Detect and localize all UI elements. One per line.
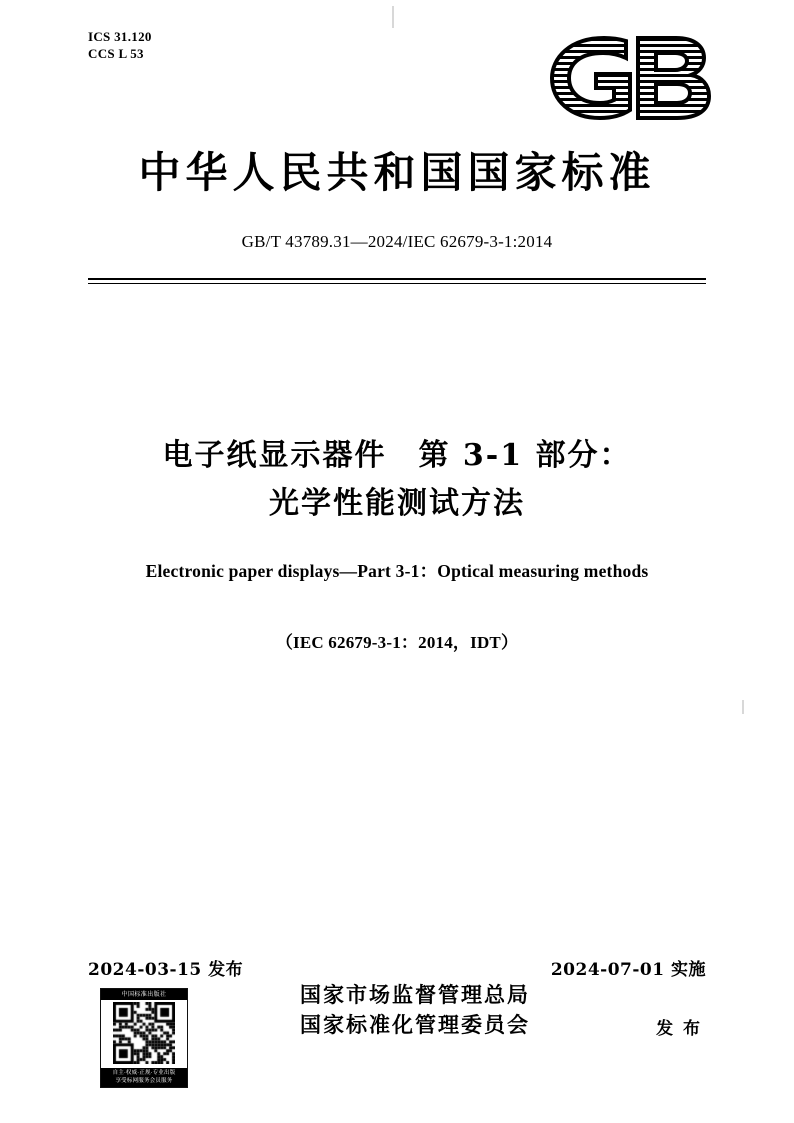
issuer-line-2: 国家标准化管理委员会 — [300, 1012, 530, 1037]
standard-number: GB/T 43789.31—2024/IEC 62679-3-1:2014 — [241, 232, 553, 251]
adoption-note: （IEC 62679-3-1：2014，IDT） — [275, 633, 519, 652]
document-title-cn — [0, 432, 794, 528]
national-standard-title: 中华人民共和国国家标准 — [138, 148, 656, 197]
issuer-line-1: 国家市场监督管理总局 — [300, 982, 530, 1007]
gb-emblem-icon — [546, 32, 716, 124]
scan-artifact — [392, 6, 394, 28]
document-title-cn-line1: 电子纸显示器件 第 3-1 部分： — [162, 438, 632, 473]
publisher-stamp-footer-line1: 自主·权威·正规·专业出版 — [112, 1070, 176, 1076]
issue-date: 2024-03-15 发布 — [88, 960, 244, 980]
publisher-stamp-footer-line2: 享受标网服务会员服务 — [115, 1078, 173, 1084]
document-title-en: Electronic paper displays—Part 3-1：Optical measuring methods — [145, 561, 649, 581]
divider-thin — [88, 283, 706, 284]
effective-date: 2024-07-01 实施 — [550, 960, 706, 980]
divider-thick — [88, 278, 706, 280]
scan-artifact — [742, 700, 744, 714]
publisher-stamp-footer — [101, 1068, 187, 1087]
ccs-code: CCS L 53 — [88, 46, 144, 61]
publisher-stamp-header: 中国标准出版社 — [101, 989, 187, 1000]
issuer-block — [200, 980, 702, 1040]
publish-label: 发 布 — [656, 1019, 702, 1039]
classification-codes — [88, 28, 152, 62]
ics-code: ICS 31.120 — [88, 29, 152, 44]
publisher-stamp — [100, 988, 188, 1088]
document-title-cn-line2: 光学性能测试方法 — [269, 486, 525, 521]
qr-code-icon — [113, 1002, 175, 1064]
